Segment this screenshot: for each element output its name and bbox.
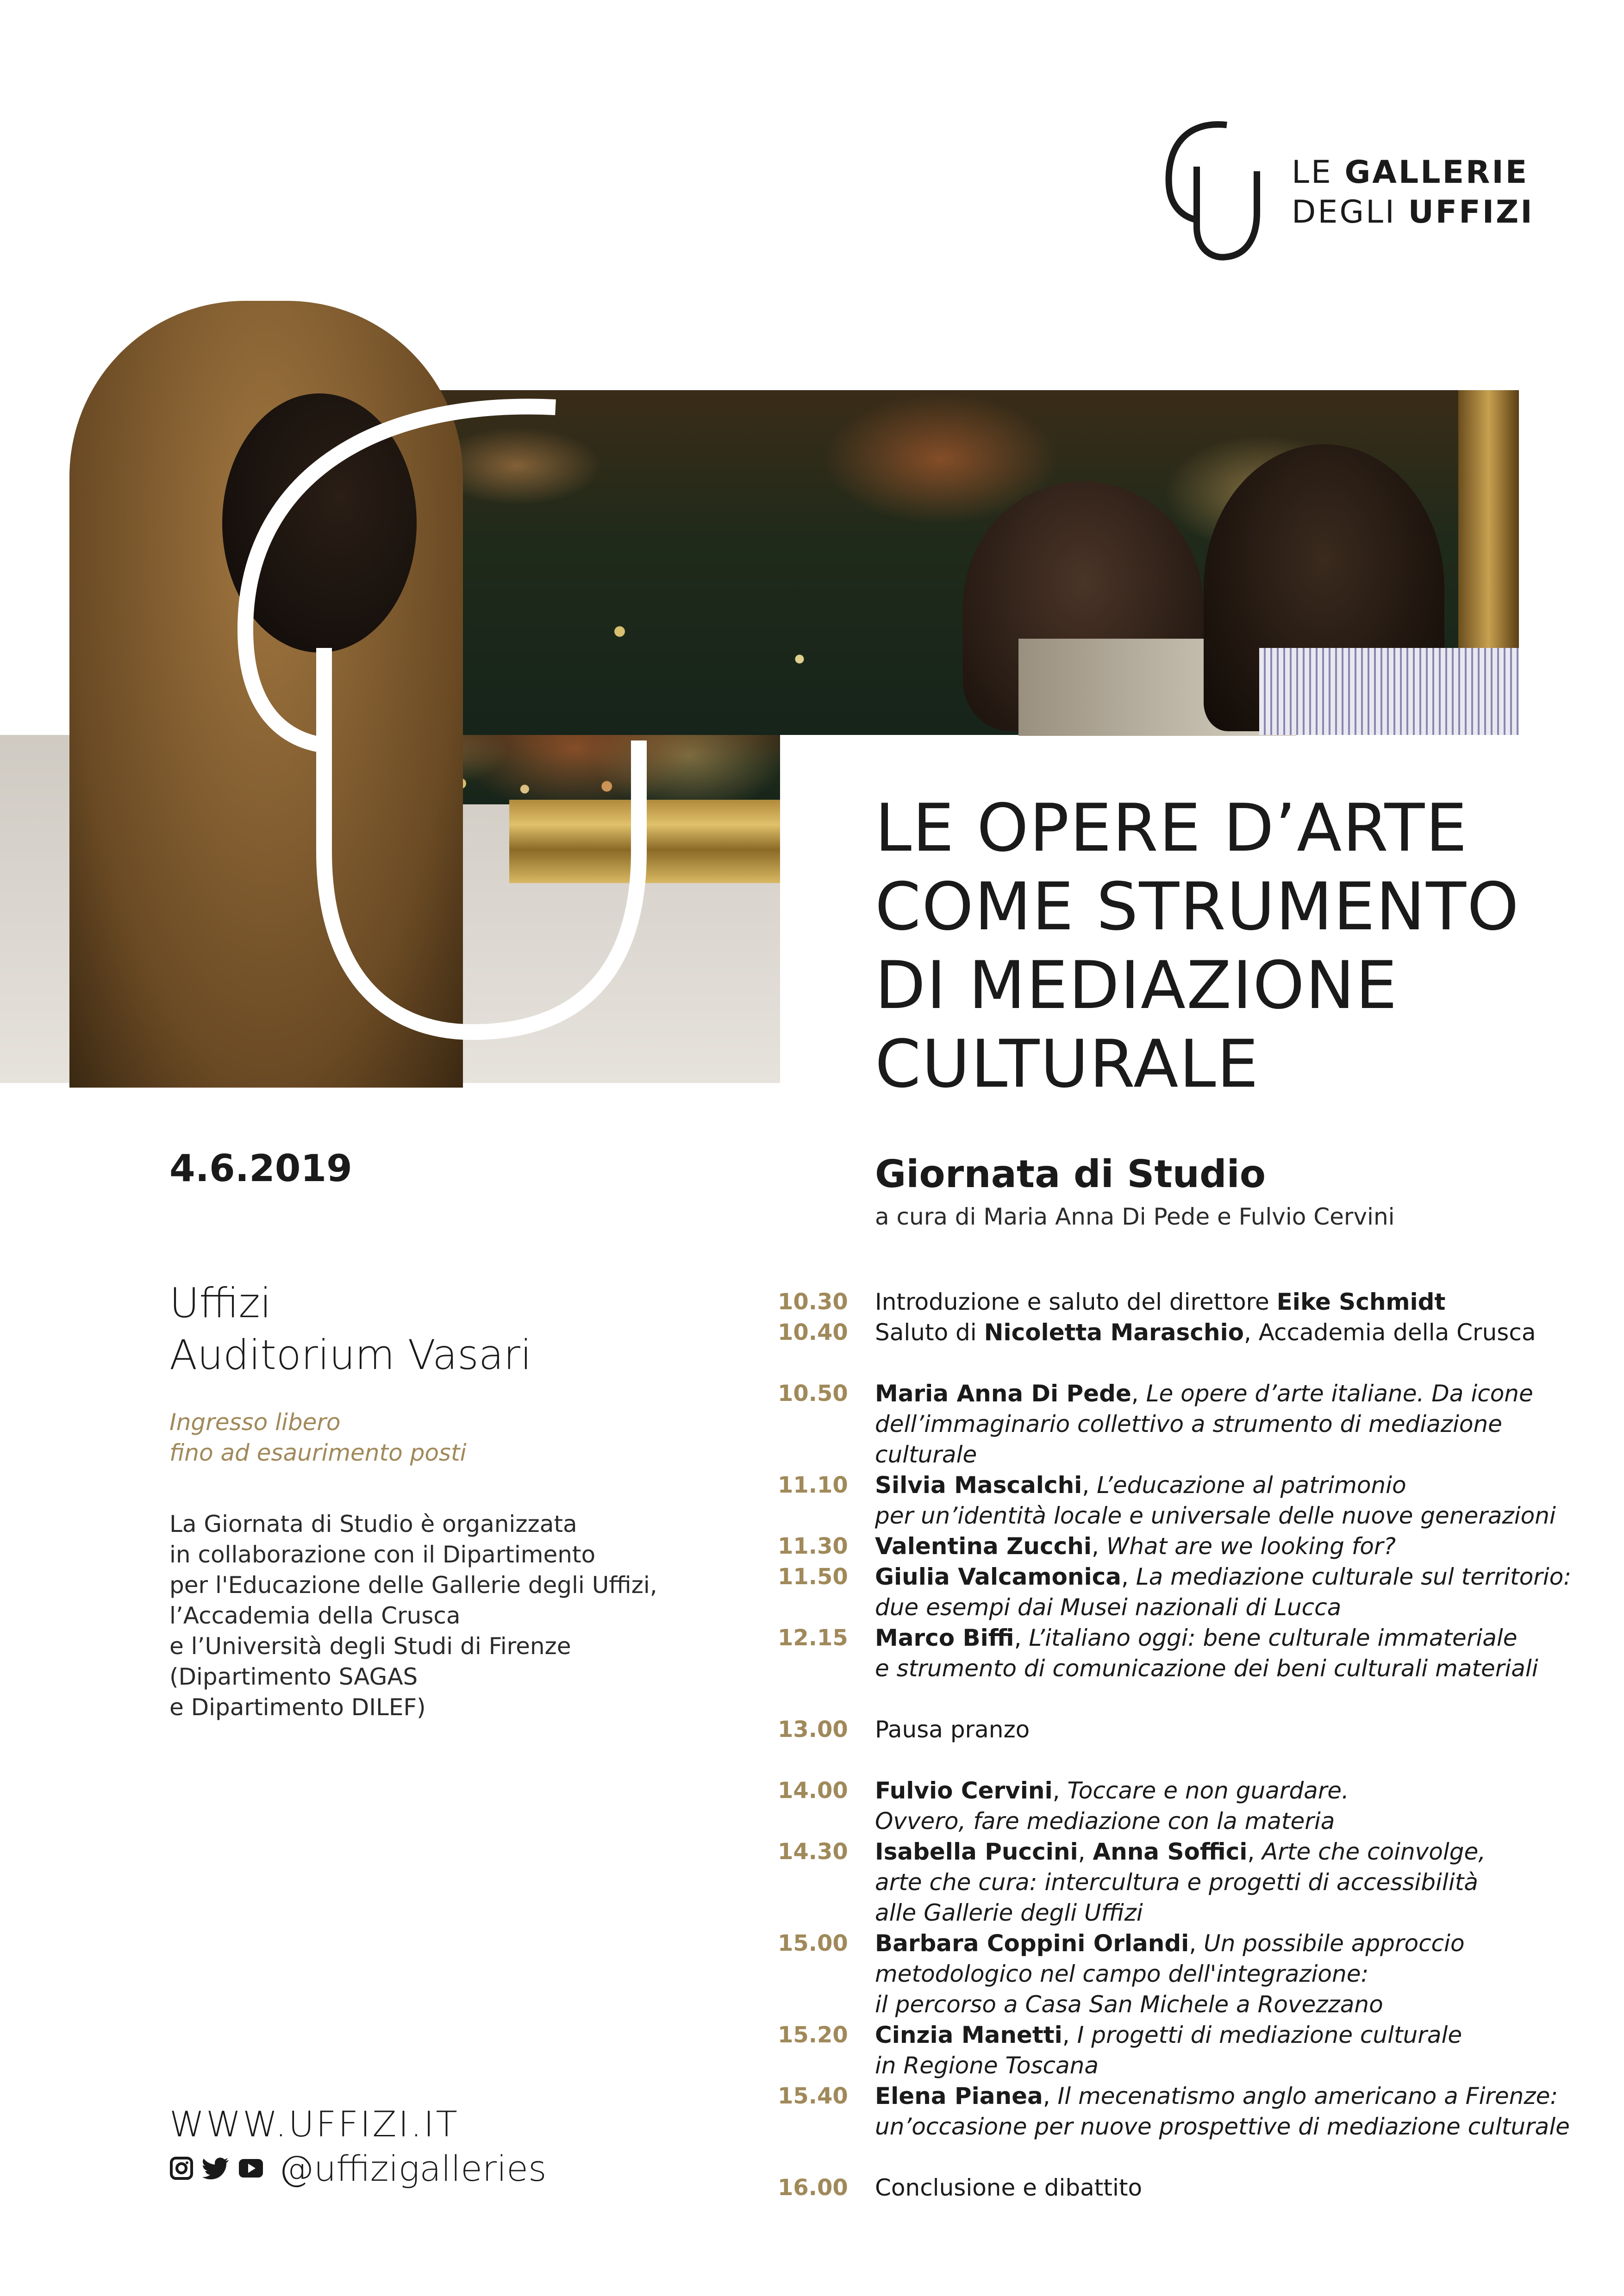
organization-text	[169, 1509, 657, 1723]
org-line: e Dipartimento DILEF)	[169, 1694, 426, 1721]
program-time: 10.30	[778, 1289, 848, 1315]
program-row: 15.40 Elena Pianea, Il mecenatismo anglo americano a Firenze: un’occasione per nuove prospettive di mediazione culturale	[778, 2081, 1611, 2142]
twitter-icon[interactable]	[202, 2156, 230, 2180]
program-row: 16.00 Conclusione e dibattito	[778, 2172, 1611, 2203]
program-row: 14.00 Fulvio Cervini, Toccare e non guardare. Ovvero, fare mediazione con la materia	[778, 1775, 1611, 1836]
big-g-letterform	[231, 389, 694, 1074]
event-date: 4.6.2019	[169, 1147, 352, 1190]
program-time: 14.00	[778, 1778, 848, 1804]
uffizi-logo-mark	[1157, 116, 1268, 264]
program-time: 11.50	[778, 1564, 848, 1590]
program-time: 15.00	[778, 1930, 848, 1956]
program-row: 10.30 Introduzione e saluto del direttore Eike Schmidt	[778, 1287, 1611, 1317]
program-time: 16.00	[778, 2175, 848, 2201]
program-time: 15.40	[778, 2083, 848, 2109]
venue-line: Uffizi	[169, 1279, 272, 1327]
program-row: 11.10 Silvia Mascalchi, L’educazione al patrimonio per un’identità locale e universale delle nuove generazioni	[778, 1470, 1611, 1531]
program-row: 15.20 Cinzia Manetti, I progetti di mediazione culturale in Regione Toscana	[778, 2020, 1611, 2081]
program-row: 12.15 Marco Biffi, L’italiano oggi: bene culturale immateriale e strumento di comunicazione dei beni culturali materiali	[778, 1623, 1611, 1684]
venue-line: Auditorium Vasari	[169, 1331, 532, 1379]
website-link[interactable]: WWW.UFFIZI.IT	[169, 2103, 459, 2145]
program-time: 10.50	[778, 1381, 848, 1406]
event-title	[875, 789, 1593, 1104]
program-row: 10.50 Maria Anna Di Pede, Le opere d’arte italiane. Da icone dell’immaginario collettivo a strumento di mediazione culturale	[778, 1378, 1611, 1470]
program-time: 15.20	[778, 2022, 848, 2048]
event-curators: a cura di Maria Anna Di Pede e Fulvio Cervini	[875, 1203, 1395, 1230]
entry-line: fino ad esaurimento posti	[169, 1439, 467, 1466]
org-line: in collaborazione con il Dipartimento	[169, 1541, 596, 1568]
title-line: COME STRUMENTO	[875, 869, 1520, 945]
program-time: 14.30	[778, 1839, 848, 1865]
title-line: DI MEDIAZIONE	[875, 947, 1398, 1024]
org-line: l’Accademia della Crusca	[169, 1602, 461, 1629]
program-schedule	[778, 1287, 1611, 2203]
event-subtitle: Giornata di Studio	[875, 1152, 1266, 1196]
visitor-right-shirt	[1259, 648, 1519, 735]
program-row: 11.50 Giulia Valcamonica, La mediazione culturale sul territorio: due esempi dai Musei nazionali di Lucca	[778, 1562, 1611, 1623]
program-row: 14.30 Isabella Puccini, Anna Soffici, Arte che coinvolge, arte che cura: intercultura e progetti di accessibilità alle Gallerie degli Uffizi	[778, 1836, 1611, 1928]
title-line: CULTURALE	[875, 1026, 1260, 1102]
org-line: e l’Università degli Studi di Firenze	[169, 1633, 571, 1660]
title-line: LE OPERE D’ARTE	[875, 790, 1468, 866]
program-time: 12.15	[778, 1625, 848, 1651]
entry-notice	[169, 1407, 466, 1468]
program-row: 10.40 Saluto di Nicoletta Maraschio, Accademia della Crusca	[778, 1317, 1611, 1348]
program-row: 13.00 Pausa pranzo	[778, 1714, 1611, 1745]
event-venue	[169, 1277, 531, 1381]
program-time: 10.40	[778, 1319, 848, 1345]
entry-line: Ingresso libero	[169, 1409, 341, 1436]
program-time: 13.00	[778, 1717, 848, 1742]
org-line: La Giornata di Studio è organizzata	[169, 1511, 577, 1537]
org-line: per l'Educazione delle Gallerie degli Uffizi,	[169, 1572, 657, 1599]
social-handle[interactable]: @uffizigalleries	[279, 2147, 547, 2189]
program-time: 11.30	[778, 1533, 848, 1559]
program-time: 11.10	[778, 1472, 848, 1498]
instagram-icon[interactable]	[169, 2156, 194, 2180]
program-row: 11.30 Valentina Zucchi, What are we looking for?	[778, 1531, 1611, 1562]
program-row: 15.00 Barbara Coppini Orlandi, Un possibile approccio metodologico nel campo dell'integrazione: il percorso a Casa San Michele a Rovezzano	[778, 1928, 1611, 2020]
youtube-icon[interactable]	[238, 2156, 264, 2180]
org-line: (Dipartimento SAGAS	[169, 1663, 418, 1690]
social-row	[169, 2147, 547, 2189]
uffizi-logo-text: LE GALLERIE DEGLI UFFIZI	[1292, 154, 1534, 230]
